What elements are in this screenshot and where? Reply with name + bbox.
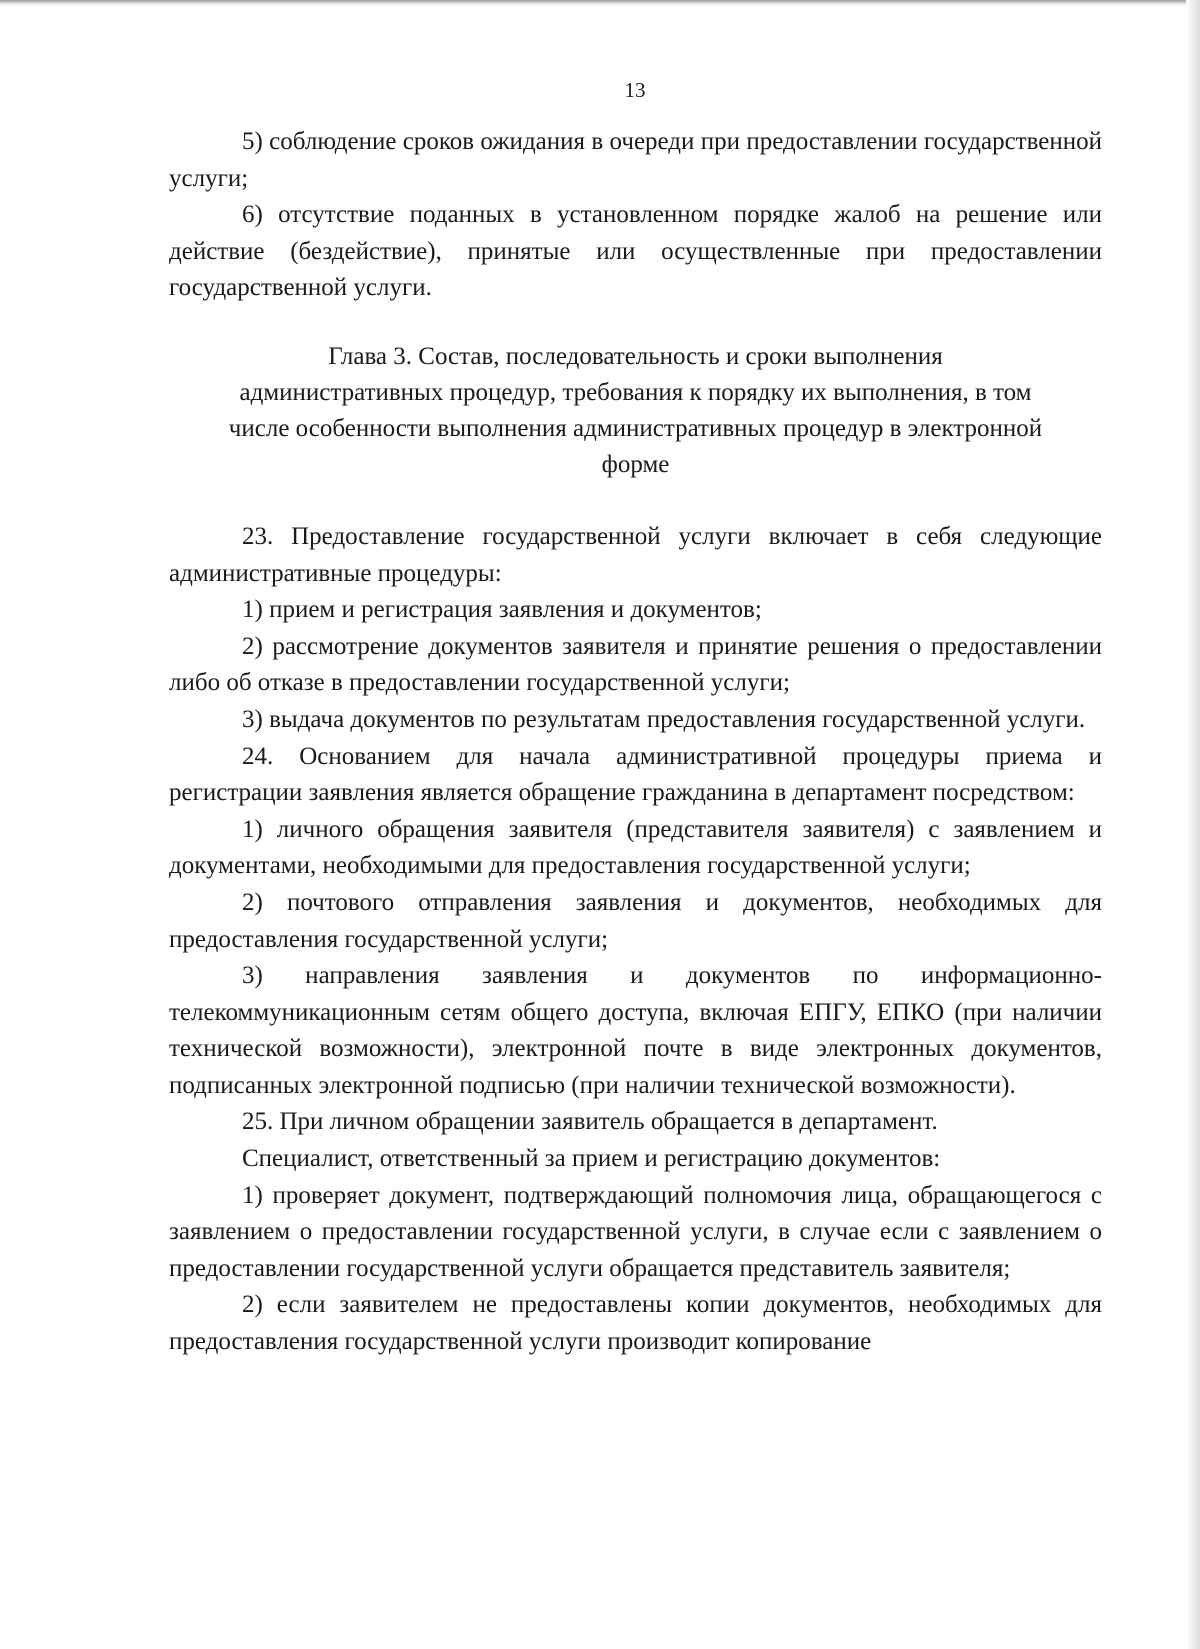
paragraph-23-item-3: 3) выдача документов по результатам предоставления государственной услуги. bbox=[242, 705, 1086, 733]
paragraph-specialist-item-2: 2) если заявителем не предоставлены копии документов, необходимых для предоставления государственной услуги производит копирование bbox=[169, 1291, 1102, 1356]
page-number: 13 bbox=[624, 78, 646, 102]
paragraph-specialist: Специалист, ответственный за прием и регистрацию документов: bbox=[242, 1145, 941, 1173]
paragraph-23-item-1: 1) прием и регистрация заявления и документов; bbox=[242, 596, 762, 624]
paragraph-23: 23. Предоставление государственной услуги включает в себя следующие административные процедуры: bbox=[169, 522, 1102, 587]
paragraph-intro-5: 5) соблюдение сроков ожидания в очереди при предоставлении государственной услуги; bbox=[169, 128, 1102, 192]
document-body bbox=[169, 124, 1102, 1361]
paragraph-24-item-3: 3) направления заявления и документов по информационно-телекоммуникационным сетям общего доступа, включая ЕПГУ, ЕПКО (при наличии технической возможности), электронной почте в виде электронных документов, подписанных электронной подписью (при наличии технической возможности). bbox=[169, 962, 1102, 1099]
chapter-heading bbox=[169, 339, 1102, 483]
chapter-heading-line: Глава 3. Состав, последовательность и сроки выполнения bbox=[328, 342, 943, 370]
paragraph-24-item-1: 1) личного обращения заявителя (представителя заявителя) с заявлением и документами, необходимыми для предоставления государственной услуги; bbox=[169, 815, 1102, 880]
chapter-heading-line: форме bbox=[601, 450, 670, 478]
chapter-heading-line: административных процедур, требования к порядку их выполнения, в том bbox=[239, 378, 1032, 406]
paragraph-specialist-item-1: 1) проверяет документ, подтверждающий полномочия лица, обращающегося с заявлением о предоставлении государственной услуги, в случае если с заявлением о предоставлении государственной услуги обращается представитель заявителя; bbox=[169, 1181, 1102, 1282]
chapter-heading-line: числе особенности выполнения административных процедур в электронной bbox=[228, 414, 1043, 442]
scan-edge-top bbox=[0, 0, 1200, 6]
paragraph-24-item-2: 2) почтового отправления заявления и документов, необходимых для предоставления государственной услуги; bbox=[169, 888, 1102, 953]
paragraph-24: 24. Основанием для начала административной процедуры приема и регистрации заявления является обращение гражданина в департамент посредством: bbox=[169, 742, 1102, 807]
paragraph-25: 25. При личном обращении заявитель обращается в департамент. bbox=[242, 1108, 938, 1136]
scan-edge-right bbox=[1186, 0, 1200, 1649]
paragraph-23-item-2: 2) рассмотрение документов заявителя и принятие решения о предоставлении либо об отказе в предоставлении государственной услуги; bbox=[169, 632, 1102, 697]
paragraph-intro-6: 6) отсутствие поданных в установленном порядке жалоб на решение или действие (бездействие), принятые или осуществленные при предоставлении государственной услуги. bbox=[169, 201, 1102, 302]
